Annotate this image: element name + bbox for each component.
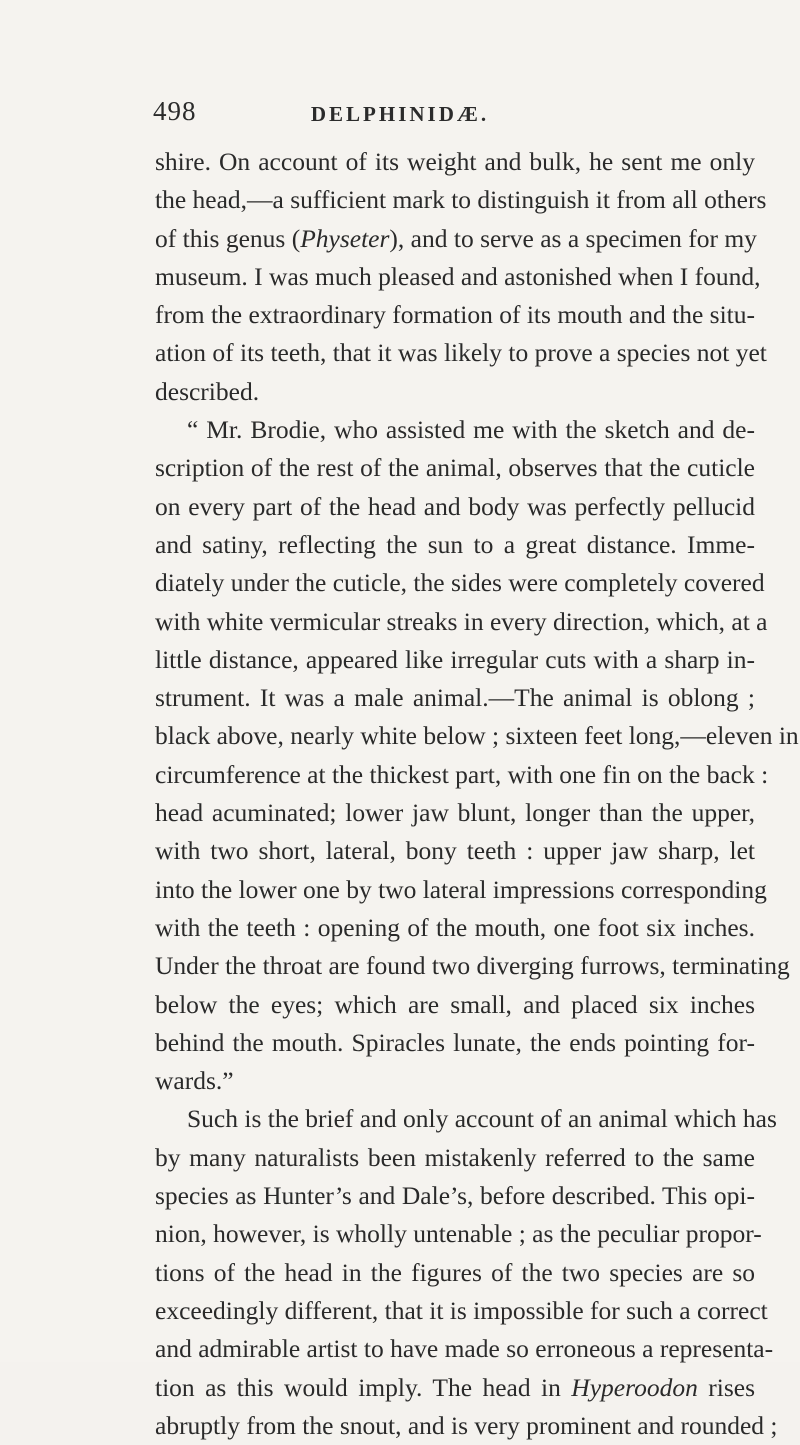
text-line: Such is the brief and only account of an animal which has — [187, 1104, 777, 1134]
text-line: by many naturalists been mistakenly referred to the same — [155, 1142, 755, 1172]
text-line: museum. I was much pleased and astonished when I found, — [155, 261, 761, 291]
text-line: with the teeth : opening of the mouth, one foot six inches. — [155, 912, 755, 942]
text-line: “ Mr. Brodie, who assisted me with the sketch and de- — [187, 415, 755, 445]
text-line: below the eyes; which are small, and placed six inches — [155, 989, 755, 1019]
text-line: and satiny, reflecting the sun to a great distance. Imme- — [155, 529, 755, 559]
text-line: little distance, appeared like irregular cuts with a sharp in- — [155, 644, 755, 674]
text-line: with white vermicular streaks in every direction, which, at a — [155, 606, 768, 636]
text-line: ation of its teeth, that it was likely to prove a species not yet — [155, 338, 767, 368]
text-line: Under the throat are found two diverging furrows, terminating — [155, 951, 790, 981]
running-head: DELPHINIDÆ. — [310, 102, 490, 126]
page-header — [0, 96, 800, 136]
italic-taxon: Hyperoodon — [571, 1372, 698, 1402]
body-text — [155, 143, 799, 1445]
text-line: on every part of the head and body was perfectly pellucid — [155, 491, 755, 521]
text-line: exceedingly different, that it is impossible for such a correct — [155, 1295, 768, 1325]
text-line: strument. It was a male animal.—The animal is oblong ; — [155, 683, 755, 713]
text-line: from the extraordinary formation of its mouth and the situ- — [155, 300, 755, 330]
text-line: behind the mouth. Spiracles lunate, the ends pointing for- — [155, 1027, 755, 1057]
paragraph-1 — [155, 143, 767, 411]
paragraph-2 — [155, 411, 799, 1100]
text-line: described. — [155, 376, 260, 406]
text-line: with two short, lateral, bony teeth : upper jaw sharp, let — [155, 836, 755, 866]
page-number: 498 — [153, 96, 197, 126]
text-line: diately under the cuticle, the sides were completely covered — [155, 568, 765, 598]
text-line: nion, however, is wholly untenable ; as the peculiar propor- — [155, 1219, 762, 1249]
text-line: tions of the head in the figures of the two species are so — [155, 1257, 755, 1287]
text-line: shire. On account of its weight and bulk, he sent me only — [155, 147, 755, 176]
text-line-italic-hyperoodon: tion as this would imply. The head in Hyperoodon rises — [155, 1372, 755, 1402]
text-line: and admirable artist to have made so erroneous a representa- — [155, 1334, 774, 1364]
text-line: abruptly from the snout, and is very prominent and rounded ; — [155, 1410, 778, 1440]
text-line-italic-genus: of this genus (Physeter), and to serve as a specimen for my — [155, 223, 757, 253]
text-line: species as Hunter’s and Dale’s, before described. This opi- — [155, 1181, 755, 1211]
italic-taxon: Physeter — [300, 223, 390, 253]
text-line: circumference at the thickest part, with one fin on the back : — [155, 759, 769, 789]
paragraph-3 — [155, 1100, 778, 1445]
text-line: black above, nearly white below ; sixteen feet long,—eleven in — [155, 721, 799, 751]
text-line: into the lower one by two lateral impressions corresponding — [155, 874, 767, 904]
text-line: head acuminated; lower jaw blunt, longer than the upper, — [155, 798, 755, 828]
text-line: the head,—a sufficient mark to distinguish it from all others — [155, 185, 767, 215]
text-line: scription of the rest of the animal, observes that the cuticle — [155, 453, 755, 483]
text-line: wards.” — [155, 1066, 234, 1096]
